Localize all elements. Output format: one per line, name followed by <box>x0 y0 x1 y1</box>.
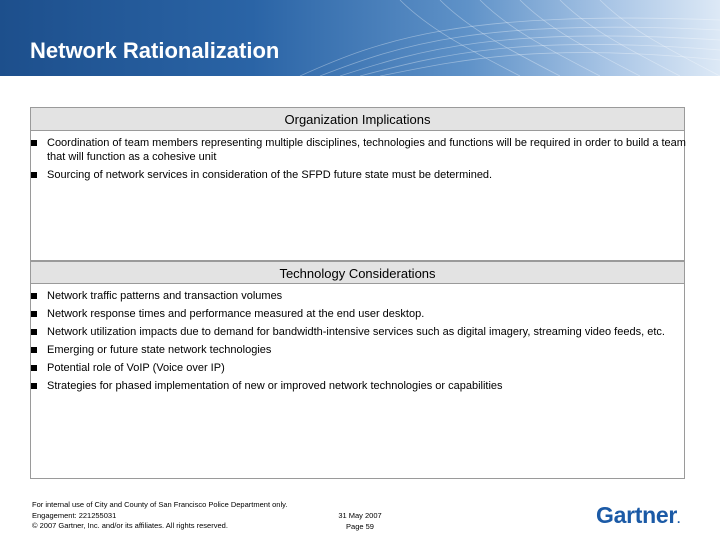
section-heading: Technology Considerations <box>31 261 684 284</box>
list-item-text: Emerging or future state network technologies <box>47 344 272 356</box>
list-item <box>30 169 690 183</box>
list-item-text: Potential role of VoIP (Voice over IP) <box>47 362 225 374</box>
list-item-text: Network traffic patterns and transaction volumes <box>47 290 283 302</box>
footer-page-number: Page 59 <box>346 521 374 531</box>
gartner-logo <box>596 502 680 529</box>
list-item <box>30 362 690 376</box>
logo-mark: . <box>676 512 681 526</box>
footer-date-page <box>330 511 390 532</box>
square-bullet-icon <box>31 140 37 146</box>
square-bullet-icon <box>31 383 37 389</box>
list-item-text: Coordination of team members representing multiple disciplines, technologies and functions will be required in order to build a team that will function as a cohesive unit <box>47 137 686 163</box>
footer-date: 31 May 2007 <box>338 511 382 520</box>
list-item-text: Network response times and performance measured at the end user desktop. <box>47 308 425 320</box>
list-item <box>30 137 690 164</box>
list-item-text: Strategies for phased implementation of new or improved network technologies or capabilities <box>47 380 503 392</box>
footer-disclaimer <box>32 500 332 532</box>
list-item <box>30 308 690 322</box>
title-bar <box>0 0 720 76</box>
section-heading: Organization Implications <box>31 108 684 131</box>
list-item-text: Sourcing of network services in consideration of the SFPD future state must be determined. <box>47 168 493 181</box>
logo-text: Gartner <box>596 502 677 528</box>
page-title: Network Rationalization <box>30 38 280 63</box>
list-item <box>30 344 690 358</box>
technology-considerations-list <box>30 290 690 398</box>
list-item <box>30 326 690 340</box>
square-bullet-icon <box>31 293 37 299</box>
footer-usage-note: For internal use of City and County of San Francisco Police Department only. <box>32 500 288 509</box>
square-bullet-icon <box>31 311 37 317</box>
square-bullet-icon <box>31 172 37 178</box>
footer-copyright: © 2007 Gartner, Inc. and/or its affiliates. All rights reserved. <box>32 521 228 530</box>
square-bullet-icon <box>31 347 37 353</box>
list-item <box>30 380 690 394</box>
square-bullet-icon <box>31 329 37 335</box>
footer-engagement: Engagement: 221255031 <box>32 510 117 520</box>
organization-implications-list <box>30 137 690 187</box>
square-bullet-icon <box>31 365 37 371</box>
list-item <box>30 290 690 304</box>
list-item-text: Network utilization impacts due to demand for bandwidth-intensive services such as digital imagery, streaming video feeds, etc. <box>47 326 665 338</box>
